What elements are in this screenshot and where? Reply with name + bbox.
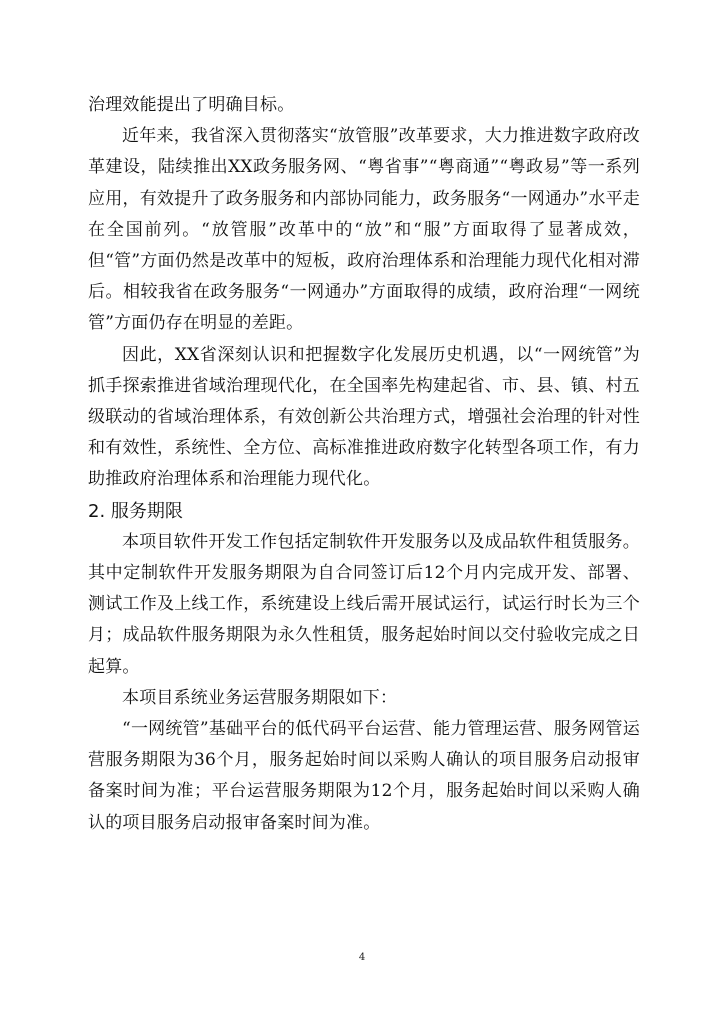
paragraph-reform-background: 近年来，我省深入贯彻落实“放管服”改革要求，大力推进数字政府改革建设，陆续推出XX政务服务网、“粤省事”“粤商通”“粤政易”等一系列应用，有效提升了政务服务和内部协同能力，政务服务“一网通办”水平走在全国前列。“放管服”改革中的“放”和“服”方面取得了显著成效，但“管”方面仍然是改革中的短板，政府治理体系和治理能力现代化相对滞后。相较我省在政务服务“一网通办”方面取得的成绩，政府治理“一网统管”方面仍存在明显的差距。: [88, 126, 640, 334]
paragraph-continuation: 治理效能提出了明确目标。: [88, 95, 295, 115]
page-number: 4: [358, 952, 366, 963]
paragraph-operation-intro: 本项目系统业务运营服务期限如下：: [122, 687, 398, 708]
paragraph-software-service-period: 本项目软件开发工作包括定制软件开发服务以及成品软件租赁服务。其中定制软件开发服务期限为自合同签订后12个月内完成开发、部署、测试工作及上线工作，系统建设上线后需开展试运行，试运行时长为三个月；成品软件服务期限为永久性租赁，服务起始时间以交付验收完成之日起算。: [88, 531, 640, 677]
paragraph-operation-period: “一网统管”基础平台的低代码平台运营、能力管理运营、服务网管运营服务期限为36个月，服务起始时间以采购人确认的项目服务启动报审备案时间为准；平台运营服务期限为12个月，服务起始时间以采购人确认的项目服务启动报审备案时间为准。: [88, 719, 640, 833]
section-heading-service-period: 2. 服务期限: [88, 500, 183, 522]
paragraph-governance-system: 因此，XX省深刻认识和把握数字化发展历史机遇，以“一网统管”为抓手探索推进省域治理现代化，在全国率先构建起省、市、县、镇、村五级联动的省域治理体系，有效创新公共治理方式，增强社会治理的针对性和有效性，系统性、全方位、高标准推进政府数字化转型各项工作，有力助推政府治理体系和治理能力现代化。: [88, 344, 640, 490]
document-body: [88, 90, 640, 839]
